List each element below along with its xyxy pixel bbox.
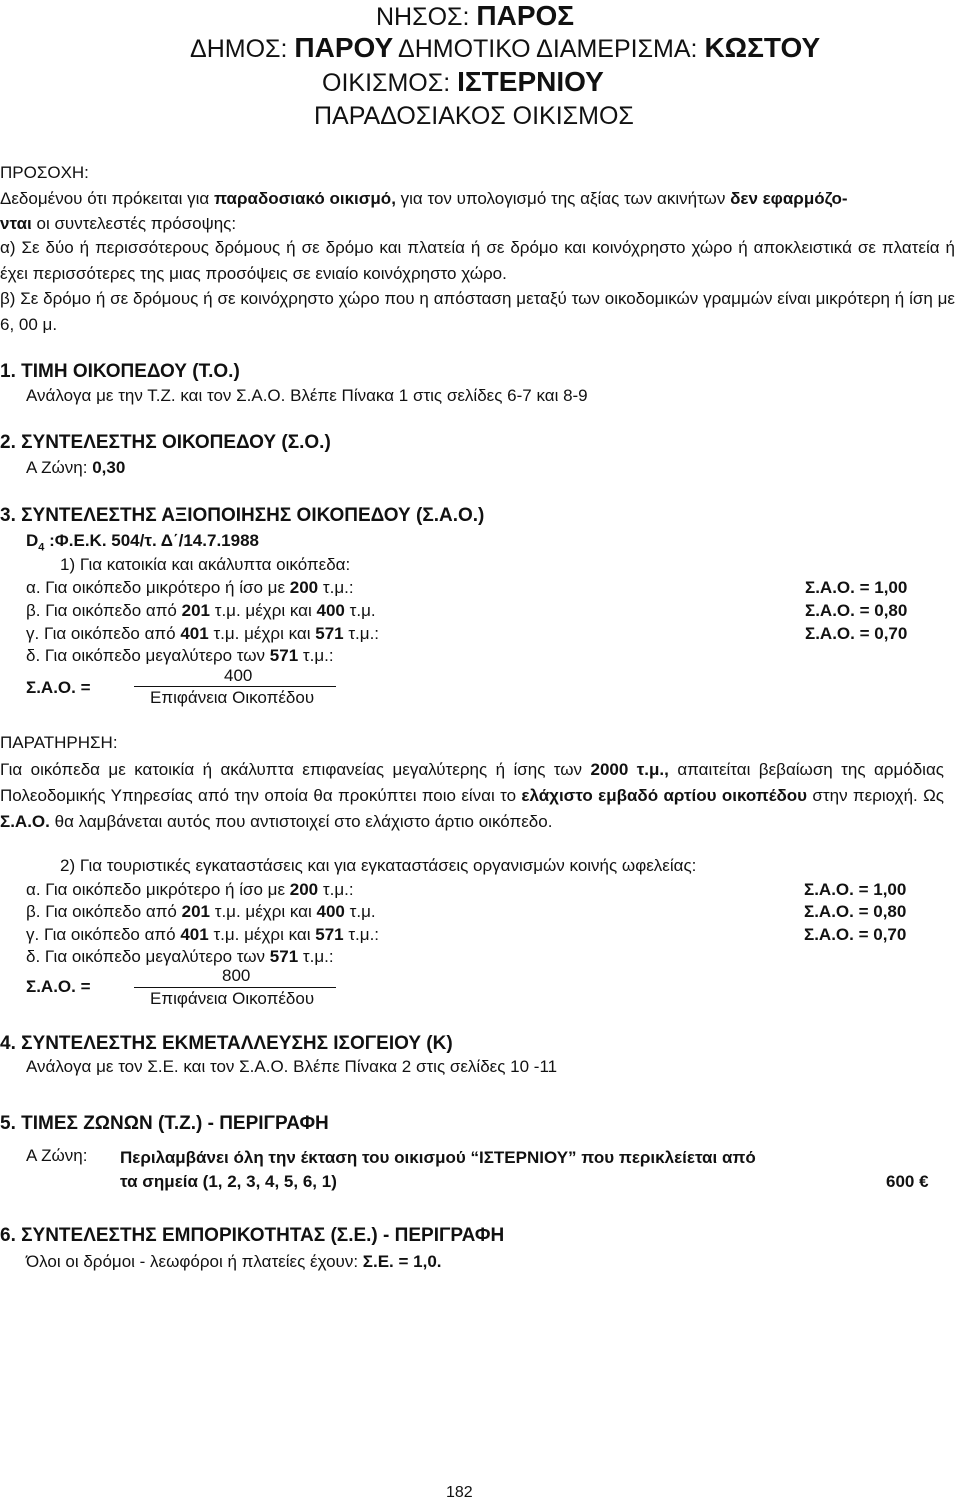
header-island bbox=[376, 0, 574, 32]
section-6-title: 6. ΣΥΝΤΕΛΕΣΤΗΣ ΕΜΠΟΡΙΚΟΤΗΤΑΣ (Σ.Ε.) - ΠΕΡΙΓΡΑΦΗ bbox=[0, 1225, 505, 1246]
section-1-title: 1. ΤΙΜΗ ΟΙΚΟΠΕΔΟΥ (Τ.Ο.) bbox=[0, 361, 240, 382]
section-3-title: 3. ΣΥΝΤΕΛΕΣΤΗΣ ΑΞΙΟΠΟΙΗΣΗΣ ΟΙΚΟΠΕΔΟΥ (Σ.Α.Ο.) bbox=[0, 505, 485, 526]
group-2-row-a: α. Για οικόπεδο μικρότερο ή ίσο με 200 τ.μ.: bbox=[26, 880, 354, 899]
municipality-label: ΔΗΜΟΣ: bbox=[190, 35, 288, 63]
district-value: ΚΩΣΤΟΥ bbox=[704, 32, 821, 63]
header-municipality bbox=[190, 32, 393, 64]
header-settlement bbox=[322, 66, 604, 98]
group-1-row-d: δ. Για οικόπεδο μεγαλύτερο των 571 τ.μ.: bbox=[26, 646, 334, 665]
section-2-zone: Α Ζώνη: 0,30 bbox=[26, 458, 126, 477]
group-2-row-d: δ. Για οικόπεδο μεγαλύτερο των 571 τ.μ.: bbox=[26, 947, 334, 966]
group-2-row-b-sao: Σ.Α.Ο. = 0,80 bbox=[804, 902, 907, 921]
group-1-fraction-line bbox=[134, 686, 336, 687]
group-1-title: 1) Για κατοικία και ακάλυπτα οικόπεδα: bbox=[60, 555, 351, 574]
district-label: ΔΗΜΟΤΙΚΟ ΔΙΑΜΕΡΙΣΜΑ: bbox=[398, 35, 698, 63]
island-label: ΝΗΣΟΣ: bbox=[376, 3, 470, 31]
header-district bbox=[398, 32, 820, 64]
section-2-title: 2. ΣΥΝΤΕΛΕΣΤΗΣ ΟΙΚΟΠΕΔΟΥ (Σ.Ο.) bbox=[0, 432, 331, 453]
group-1-formula-lhs: Σ.Α.Ο. = bbox=[26, 678, 91, 697]
group-1-row-c-sao: Σ.Α.Ο. = 0,70 bbox=[805, 624, 908, 643]
group-1-row-b: β. Για οικόπεδο από 201 τ.μ. μέχρι και 400 τ.μ. bbox=[26, 601, 376, 620]
group-1-formula-numerator: 400 bbox=[224, 666, 253, 685]
section-5-title: 5. ΤΙΜΕΣ ΖΩΝΩΝ (Τ.Ζ.) - ΠΕΡΙΓΡΑΦΗ bbox=[0, 1113, 329, 1134]
group-2-formula-lhs: Σ.Α.Ο. = bbox=[26, 977, 91, 996]
group-2-row-b: β. Για οικόπεδο από 201 τ.μ. μέχρι και 400 τ.μ. bbox=[26, 902, 376, 921]
section-5-price: 600 € bbox=[886, 1172, 929, 1191]
group-1-row-b-sao: Σ.Α.Ο. = 0,80 bbox=[805, 601, 908, 620]
attention-item-a: α) Σε δύο ή περισσότερους δρόμους ή σε δρόμο και πλατεία ή σε δρόμο και κοινόχρηστο χώρο ή αποκλειστικά σε πλατεία ή έχει περισσότερες της μιας προσόψεις σε ενιαίο κοινόχρηστο χώρο. bbox=[0, 238, 955, 283]
group-1-row-a: α. Για οικόπεδο μικρότερο ή ίσο με 200 τ.μ.: bbox=[26, 578, 354, 597]
note-title: ΠΑΡΑΤΗΡΗΣΗ: bbox=[0, 733, 118, 752]
section-5-description-line-1: Περιλαμβάνει όλη την έκταση του οικισμού “ΙΣΤΕΡΝΙΟΥ” που περικλείεται από bbox=[120, 1148, 756, 1167]
page-number: 182 bbox=[446, 1484, 473, 1501]
section-1-text: Ανάλογα με την Τ.Ζ. και τον Σ.Α.Ο. Βλέπε Πίνακα 1 στις σελίδες 6-7 και 8-9 bbox=[26, 386, 588, 405]
municipality-value: ΠΑΡΟΥ bbox=[294, 32, 394, 63]
group-1-formula-denominator: Επιφάνεια Οικοπέδου bbox=[150, 688, 315, 707]
group-2-formula-numerator: 800 bbox=[222, 966, 251, 985]
attention-item-b: β) Σε δρόμο ή σε δρόμους ή σε κοινόχρηστο χώρο που η απόσταση μεταξύ των οικοδομικών γραμμών είναι μικρότερη ή ίση με 6, 00 μ. bbox=[0, 289, 955, 334]
section-5-zone-label: Α Ζώνη: bbox=[26, 1146, 88, 1165]
group-2-fraction-line bbox=[134, 987, 336, 988]
group-2-row-c-sao: Σ.Α.Ο. = 0,70 bbox=[804, 925, 907, 944]
attention-intro: Δεδομένου ότι πρόκειται για παραδοσιακό οικισμό, για τον υπολογισμό της αξίας των ακινήτων δεν εφαρμόζο- bbox=[0, 189, 848, 208]
note-text: Για οικόπεδα με κατοικία ή ακάλυπτα επιφανείας μεγαλύτερης ή ίσης των 2000 τ.μ., απαιτείται βεβαίωση της αρμόδιας Πολεοδομικής Υπηρεσίας από την οποία θα προκύπτει ποιο είναι το ελάχιστο εμβαδό αρτίου οικοπέδου στην περιοχή. Ως Σ.Α.Ο. θα λαμβάνεται αυτός που αντιστοιχεί στο ελάχιστο άρτιο οικόπεδο. bbox=[0, 760, 944, 831]
group-2-row-a-sao: Σ.Α.Ο. = 1,00 bbox=[804, 880, 907, 899]
section-4-text: Ανάλογα με τον Σ.Ε. και τον Σ.Α.Ο. Βλέπε Πίνακα 2 στις σελίδες 10 -11 bbox=[26, 1057, 558, 1076]
group-1-row-a-sao: Σ.Α.Ο. = 1,00 bbox=[805, 578, 908, 597]
group-2-title: 2) Για τουριστικές εγκαταστάσεις και για εγκαταστάσεις οργανισμών κοινής ωφελείας: bbox=[60, 856, 697, 875]
header-type: ΠΑΡΑΔΟΣΙΑΚΟΣ ΟΙΚΙΣΜΟΣ bbox=[314, 102, 634, 130]
section-4-title: 4. ΣΥΝΤΕΛΕΣΤΗΣ ΕΚΜΕΤΑΛΛΕΥΣΗΣ ΙΣΟΓΕΙΟΥ (Κ) bbox=[0, 1033, 453, 1054]
group-2-row-c: γ. Για οικόπεδο από 401 τ.μ. μέχρι και 571 τ.μ.: bbox=[26, 925, 380, 944]
attention-intro-cont: νται οι συντελεστές πρόσοψης: bbox=[0, 214, 237, 233]
group-2-formula-denominator: Επιφάνεια Οικοπέδου bbox=[150, 989, 315, 1008]
section-3-fek: $D_4$ :Φ.Ε.Κ. 504/τ. Δ΄/14.7.1988 bbox=[26, 531, 259, 554]
island-value: ΠΑΡΟΣ bbox=[476, 0, 575, 31]
group-1-row-c: γ. Για οικόπεδο από 401 τ.μ. μέχρι και 571 τ.μ.: bbox=[26, 624, 380, 643]
attention-title: ΠΡΟΣΟΧΗ: bbox=[0, 163, 89, 182]
section-5-description-line-2: τα σημεία (1, 2, 3, 4, 5, 6, 1) bbox=[120, 1172, 337, 1191]
settlement-value: ΙΣΤΕΡΝΙΟΥ bbox=[457, 66, 604, 97]
section-6-text: Όλοι οι δρόμοι - λεωφόροι ή πλατείες έχουν: Σ.Ε. = 1,0. bbox=[26, 1252, 442, 1271]
settlement-label: ΟΙΚΙΣΜΟΣ: bbox=[322, 69, 451, 97]
